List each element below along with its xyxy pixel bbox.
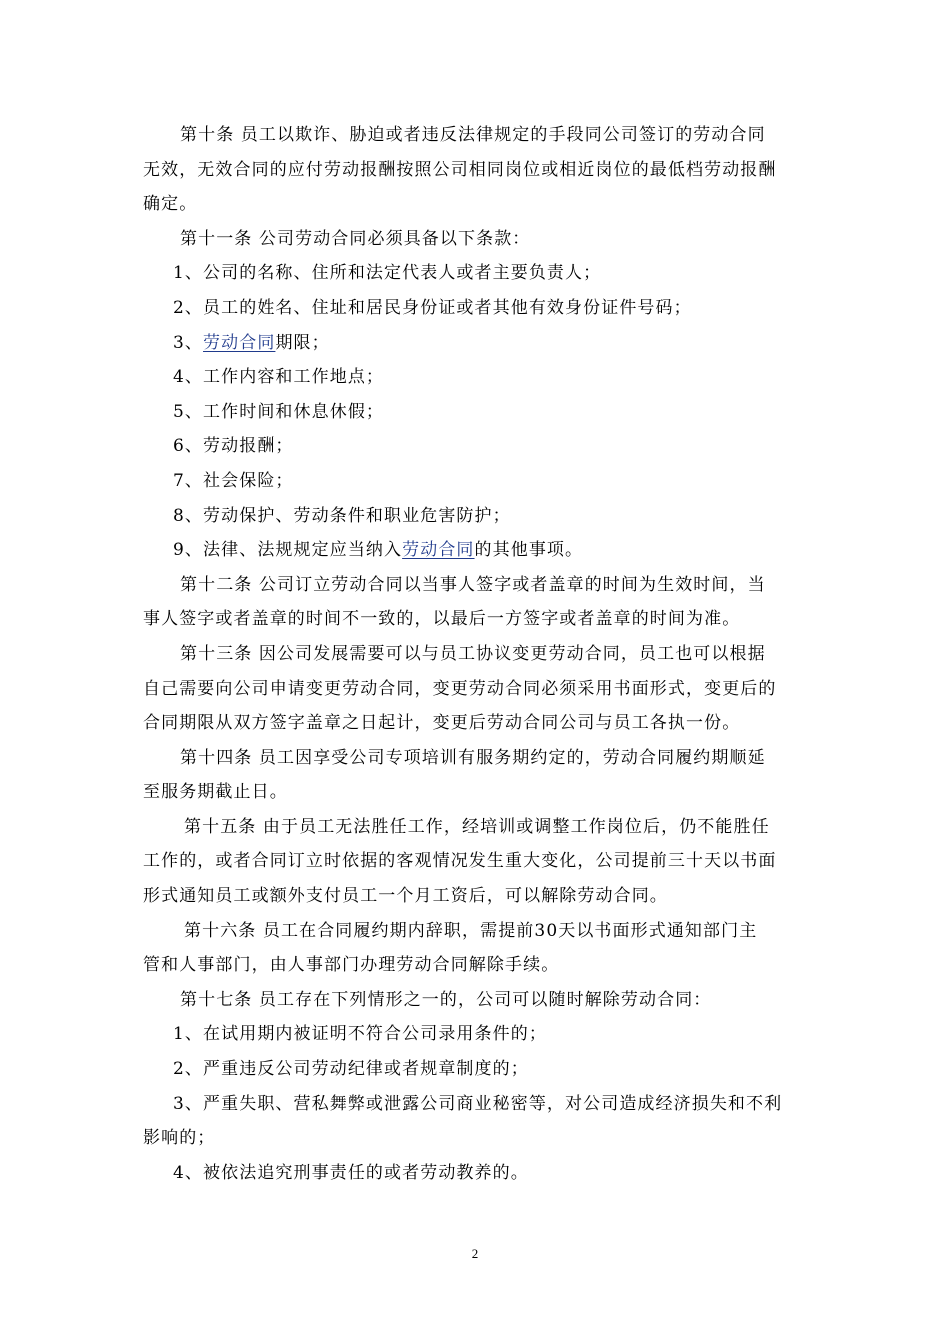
item-3-suffix: 期限； <box>275 332 330 353</box>
labor-contract-link[interactable]: 劳动合同 <box>402 540 475 561</box>
article-14-line-2: 至服务期截止日。 <box>143 782 288 803</box>
article-11-item-5: 5、工作时间和休息休假； <box>173 401 385 422</box>
article-11-item-6: 6、劳动报酬； <box>173 436 294 457</box>
article-17-item-3-line-1: 3、严重失职、营私舞弊或泄露公司商业秘密等，对公司造成经济损失和不利 <box>173 1093 783 1114</box>
article-12-line-2: 事人签字或者盖章的时间不一致的，以最后一方签字或者盖章的时间为准。 <box>143 609 741 630</box>
article-16-line-1: 第十六条 员工在合同履约期内辞职，需提前30天以书面形式通知部门主 <box>184 920 758 941</box>
article-11-item-8: 8、劳动保护、劳动条件和职业危害防护； <box>173 505 511 526</box>
article-13-line-3: 合同期限从双方签字盖章之日起计，变更后劳动合同公司与员工各执一份。 <box>143 713 741 734</box>
article-17-item-1: 1、在试用期内被证明不符合公司录用条件的； <box>173 1024 547 1045</box>
article-10-line-2: 无效，无效合同的应付劳动报酬按照公司相同岗位或相近岗位的最低档劳动报酬 <box>143 159 777 180</box>
article-11-item-1: 1、公司的名称、住所和法定代表人或者主要负责人； <box>173 263 602 284</box>
article-15-line-2: 工作的，或者合同订立时依据的客观情况发生重大变化，公司提前三十天以书面 <box>143 851 777 872</box>
item-9-suffix: 的其他事项。 <box>474 540 584 561</box>
article-14-line-1: 第十四条 员工因享受公司专项培训有服务期约定的，劳动合同履约期顺延 <box>180 747 766 768</box>
article-15-line-3: 形式通知员工或额外支付员工一个月工资后，可以解除劳动合同。 <box>143 886 668 907</box>
article-11-item-9 <box>143 533 811 568</box>
document-body <box>143 118 811 1190</box>
article-11-item-3 <box>143 326 811 361</box>
article-11-item-7: 7、社会保险； <box>173 470 294 491</box>
article-11-heading: 第十一条 公司劳动合同必须具备以下条款： <box>180 228 531 249</box>
article-17-item-2: 2、严重违反公司劳动纪律或者规章制度的； <box>173 1059 529 1080</box>
article-13-line-1: 第十三条 因公司发展需要可以与员工协议变更劳动合同，员工也可以根据 <box>180 643 766 664</box>
article-17-item-3-line-2: 影响的； <box>143 1128 216 1149</box>
item-9-prefix: 9、法律、法规规定应当纳入 <box>173 540 403 561</box>
article-10-line-3: 确定。 <box>143 194 198 215</box>
article-10-line-1: 第十条 员工以欺诈、胁迫或者违反法律规定的手段同公司签订的劳动合同 <box>180 125 766 145</box>
article-11-item-2: 2、员工的姓名、住址和居民身份证或者其他有效身份证件号码； <box>173 297 692 318</box>
article-17-item-4: 4、被依法追究刑事责任的或者劳动教养的。 <box>173 1162 529 1183</box>
labor-contract-link[interactable]: 劳动合同 <box>203 332 276 353</box>
page-number: 2 <box>471 1246 479 1261</box>
article-13-line-2: 自己需要向公司申请变更劳动合同，变更劳动合同必须采用书面形式，变更后的 <box>143 678 777 699</box>
article-11-item-4: 4、工作内容和工作地点； <box>173 367 385 388</box>
article-15-line-1: 第十五条 由于员工无法胜任工作，经培训或调整工作岗位后，仍不能胜任 <box>184 816 770 837</box>
item-3-prefix: 3、 <box>173 332 204 353</box>
article-16-line-2: 管和人事部门，由人事部门办理劳动合同解除手续。 <box>143 955 560 976</box>
article-17-heading: 第十七条 员工存在下列情形之一的，公司可以随时解除劳动合同： <box>180 989 712 1010</box>
article-12-line-1: 第十二条 公司订立劳动合同以当事人签字或者盖章的时间为生效时间，当 <box>180 574 766 595</box>
